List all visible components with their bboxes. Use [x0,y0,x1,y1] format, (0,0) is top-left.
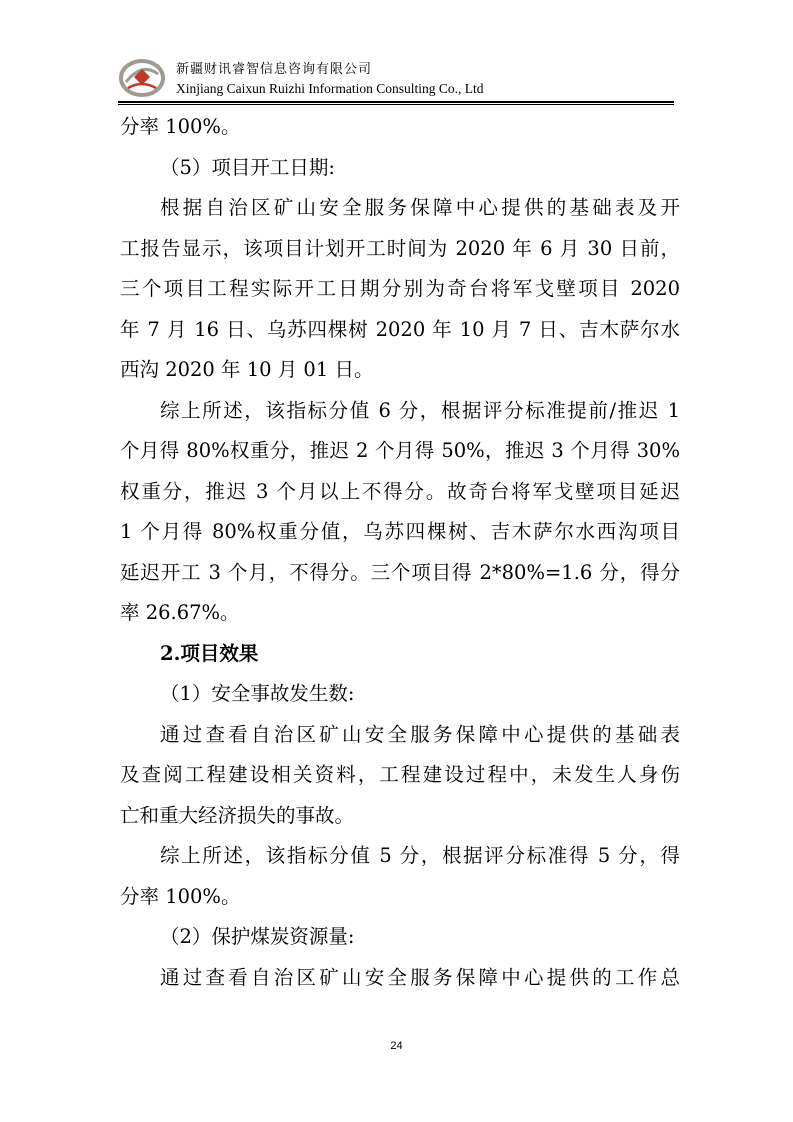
company-name-english: Xinjiang Caixun Ruizhi Information Consulting Co., Ltd [176,81,484,96]
body-line: 1 个月得 80%权重分值，乌苏四棵树、吉木萨尔水西沟项目 [120,520,680,543]
body-line: 分率 100%。 [120,115,241,138]
page-header [118,52,674,104]
page-number: 24 [390,1040,403,1052]
body-line: 个月得 80%权重分，推迟 2 个月得 50%，推迟 3 个月得 30% [120,439,680,462]
body-line: 亡和重大经济损失的事故。 [120,803,355,827]
body-line: 率 26.67%。 [120,601,240,624]
document-body [120,107,680,998]
section-heading: （5）项目开工日期: [160,155,335,179]
body-line: 年 7 月 16 日、乌苏四棵树 2020 年 10 月 7 日、吉木萨尔水 [120,317,680,341]
body-line: 通过查看自治区矿山安全服务保障中心提供的基础表 [160,722,680,746]
body-line: 权重分，推迟 3 个月以上不得分。故奇台将军戈壁项目延迟 [120,479,680,503]
body-line: 根据自治区矿山安全服务保障中心提供的基础表及开 [160,196,680,219]
section-heading: （1）安全事故发生数: [160,682,355,705]
body-line: 综上所述，该指标分值 6 分，根据评分标准提前/推迟 1 [160,398,680,422]
section-heading: （2）保护煤炭资源量: [160,925,355,948]
body-line: 及查阅工程建设相关资料，工程建设过程中，未发生人身伤 [120,763,680,786]
company-name-chinese: 新疆财讯睿智信息咨询有限公司 [176,62,373,77]
body-line: 综上所述，该指标分值 5 分，根据评分标准得 5 分，得 [160,844,680,867]
body-line: 三个项目工程实际开工日期分别为奇台将军戈壁项目 2020 [120,277,680,300]
body-line: 西沟 2020 年 10 月 01 日。 [120,358,374,381]
body-line: 分率 100%。 [120,884,241,908]
company-logo-icon [118,58,166,98]
header-rule-thick [118,101,674,103]
body-line: 延迟开工 3 个月，不得分。三个项目得 2*80%=1.6 分，得分 [120,560,680,584]
body-line: 工报告显示，该项目计划开工时间为 2020 年 6 月 30 日前， [120,236,680,260]
body-line: 通过查看自治区矿山安全服务保障中心提供的工作总 [160,965,680,989]
header-rule-thin [118,104,674,105]
section-heading-bold: 2.项目效果 [160,641,259,665]
